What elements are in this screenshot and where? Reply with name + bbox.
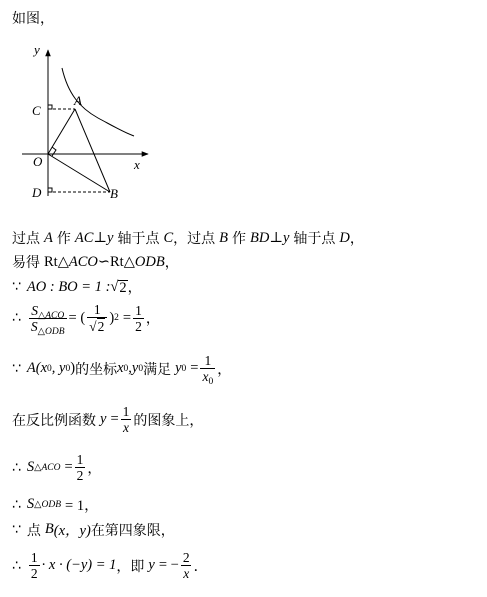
var-a: A	[44, 229, 53, 246]
var-b: B	[44, 521, 54, 537]
num: 1	[76, 452, 84, 467]
text: ,	[128, 360, 132, 376]
right-angle-c	[48, 105, 52, 109]
var-y: y	[282, 229, 290, 246]
var-c: C	[163, 229, 174, 246]
label-x: x	[134, 157, 140, 172]
text: 的坐标	[75, 361, 118, 378]
text: =	[110, 411, 119, 427]
text: , y	[51, 360, 66, 376]
den: x	[183, 566, 190, 581]
s: S	[30, 318, 38, 334]
den: 2	[135, 318, 142, 334]
text: = (	[68, 309, 86, 326]
geometry-figure	[18, 36, 178, 208]
fraction	[133, 303, 144, 334]
text: ，	[217, 361, 232, 378]
hyperbola-curve	[62, 68, 134, 136]
label-d: D	[32, 185, 42, 200]
line-5: ∵ A (x 0 , y 0 ) 的坐标 x 0 , y 0 满足 y 0 = $\frac{1}{x_0}$ ，	[12, 353, 232, 387]
ratio-expr: AO : BO = 1 :	[26, 278, 111, 295]
num: 1	[135, 302, 142, 318]
text: ，过点	[173, 231, 216, 247]
line-6	[12, 404, 203, 435]
text: (x	[35, 360, 48, 376]
label-c: C	[32, 103, 41, 118]
perp-symbol: ⊥	[93, 229, 108, 246]
var-x: x	[202, 369, 209, 384]
because-symbol: ∵	[12, 279, 21, 295]
line-1	[12, 228, 364, 248]
sub: △ODB	[34, 499, 62, 510]
den: 2	[30, 566, 38, 581]
text: ，	[87, 460, 102, 477]
text: =	[190, 360, 199, 376]
s: S	[31, 302, 38, 318]
fraction	[75, 452, 86, 483]
text: ，	[145, 311, 160, 327]
line-7	[12, 452, 101, 483]
text: Rt△	[110, 253, 135, 270]
num: 1	[93, 302, 101, 317]
right-angle-d	[48, 188, 52, 192]
sub: △ACO	[37, 310, 65, 321]
label-a: A	[74, 93, 82, 108]
perp-symbol: ⊥	[269, 229, 283, 246]
therefore-symbol: ∴	[12, 557, 21, 574]
text: )	[70, 360, 76, 376]
text: Rt△	[44, 253, 69, 270]
triangle-aco: ACO	[68, 253, 98, 270]
line-2	[12, 252, 179, 272]
var-a: A	[26, 360, 36, 376]
radicand: 2	[119, 279, 127, 296]
var-b: B	[219, 229, 228, 246]
text: 作	[56, 231, 71, 247]
text: 过点	[12, 231, 40, 247]
text: = 1，	[65, 498, 99, 514]
var-x: x	[117, 360, 124, 376]
sqrt: √ 2	[110, 278, 127, 296]
s: S	[26, 496, 35, 512]
text: 轴于点	[117, 231, 160, 247]
therefore-symbol: ∴	[12, 310, 21, 326]
var-ac: AC	[74, 229, 94, 246]
radicand: 2	[97, 319, 105, 334]
text: ，	[164, 255, 179, 271]
text: 轴于点	[293, 231, 336, 247]
text: = −	[158, 557, 179, 573]
den: x	[123, 420, 129, 435]
num: 1	[204, 353, 212, 368]
label-b: B	[110, 186, 118, 201]
text: 易得	[12, 255, 40, 271]
var-y: y	[175, 360, 182, 376]
fraction	[29, 550, 40, 581]
text: ，即	[116, 558, 145, 575]
num: 1	[30, 550, 38, 565]
text: · x · (−y) = 1	[41, 557, 117, 573]
fraction	[200, 353, 215, 387]
text: =	[64, 459, 73, 475]
num: 1	[122, 404, 130, 419]
line-10	[12, 550, 208, 581]
line-9	[12, 519, 175, 540]
text: 在第四象限，	[90, 522, 175, 539]
text: 满足	[143, 361, 172, 378]
text: 点	[26, 522, 41, 539]
text: ，	[349, 231, 364, 247]
var-bd: BD	[250, 229, 270, 246]
segment-ob	[48, 154, 110, 192]
sub: 0	[208, 377, 214, 387]
text: ．	[193, 558, 208, 575]
text: ，	[127, 280, 142, 296]
line-8	[12, 494, 99, 515]
text: 在反比例函数	[12, 412, 96, 429]
den: 2	[76, 468, 84, 483]
intro-text: 如图，	[12, 11, 54, 27]
text: 的图象上，	[133, 412, 204, 429]
s: S	[26, 459, 35, 475]
therefore-symbol: ∴	[12, 496, 21, 513]
var-y: y	[148, 557, 155, 573]
therefore-symbol: ∴	[12, 459, 21, 476]
label-o: O	[33, 154, 43, 169]
var-y: y	[131, 360, 139, 376]
sub: △ODB	[37, 326, 65, 337]
text: (x，y)	[53, 523, 91, 539]
text: =	[122, 309, 132, 326]
fraction	[181, 550, 192, 581]
var-d: D	[339, 229, 350, 246]
text: )	[109, 309, 115, 326]
line-3	[12, 277, 142, 297]
fraction	[121, 404, 132, 435]
triangle-odb: ODB	[134, 253, 165, 270]
similar-symbol: ∽	[97, 253, 111, 270]
label-y: y	[34, 42, 40, 57]
because-symbol: ∵	[12, 360, 21, 377]
right-angle-o	[52, 147, 56, 156]
fraction: 1 √ 2	[87, 302, 107, 334]
area-ratio	[29, 302, 67, 337]
num: 2	[182, 550, 190, 565]
because-symbol: ∵	[12, 521, 21, 538]
sub: △ACO	[34, 462, 61, 473]
line-4: ∴ $\frac{S_{\triangle ACO}}{S_{\triangle ODB}}$ = ( 1 √ 2 ) 2 = $\frac{1}{2}$ ，	[12, 302, 160, 337]
text: 作	[232, 231, 246, 247]
var-y: y	[100, 411, 107, 427]
var-y: y	[107, 229, 114, 246]
